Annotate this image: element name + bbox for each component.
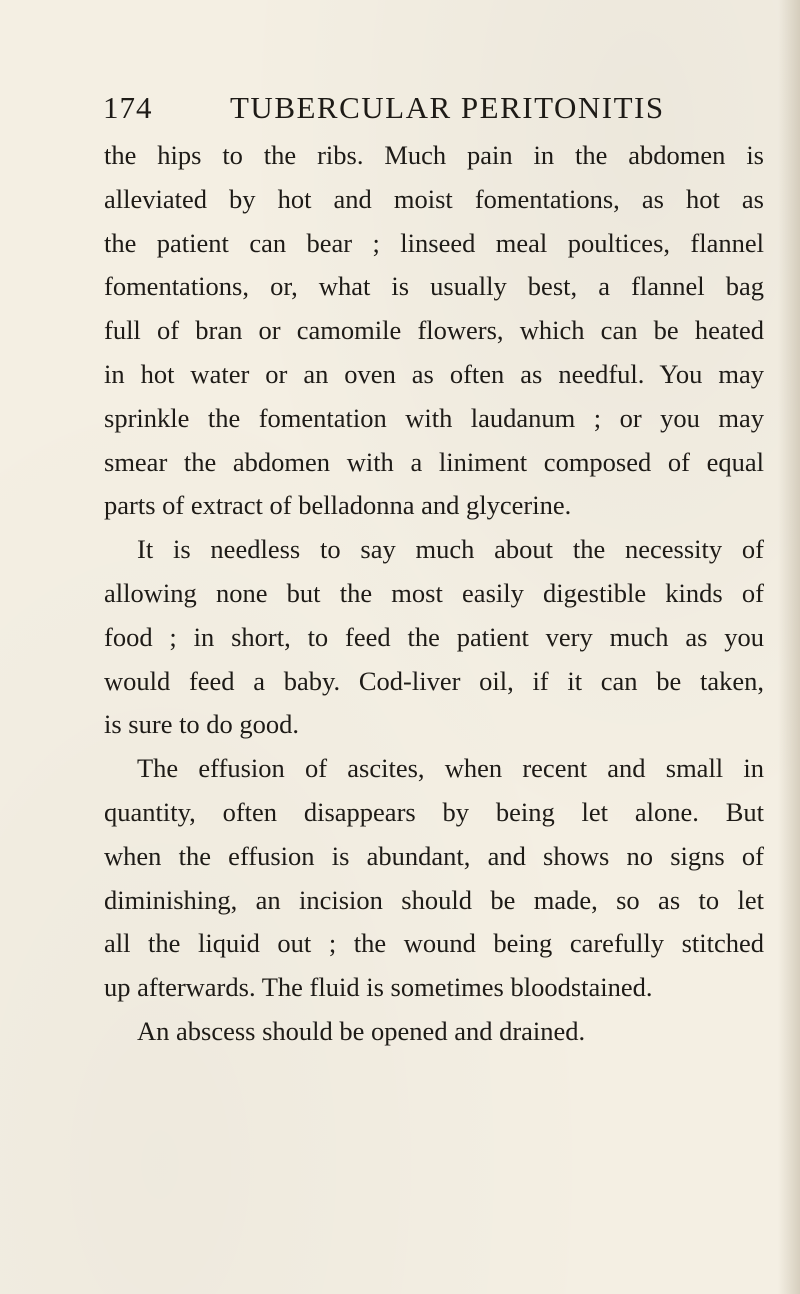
text-line: up afterwards. The fluid is sometimes bloodstained. [104,972,653,1003]
text-line: full of bran or camomile flowers, which can be heated [104,315,764,346]
running-title: TUBERCULAR PERITONITIS [230,90,665,125]
text-line: the patient can bear ; linseed meal poultices, flannel [104,227,764,258]
text-line: It is needless to say much about the necessity of [137,534,764,565]
text-line: quantity, often disappears by being let alone. But [104,796,764,827]
text-line: all the liquid out ; the wound being carefully stitched [104,928,764,959]
text-line: diminishing, an incision should be made, so as to let [104,884,764,915]
running-header [103,88,763,128]
text-line: when the effusion is abundant, and shows no signs of [104,840,764,871]
text-line: would feed a baby. Cod-liver oil, if it can be taken, [104,665,764,696]
text-line: The effusion of ascites, when recent and small in [137,753,764,784]
text-line: parts of extract of belladonna and glycerine. [104,490,572,521]
text-line: food ; in short, to feed the patient very much as you [104,621,764,652]
text-line: An abscess should be opened and drained. [137,1015,586,1046]
text-line: sprinkle the fomentation with laudanum ; or you may [104,402,764,433]
text-line: is sure to do good. [104,709,300,740]
text-line: the hips to the ribs. Much pain in the abdomen is [104,140,764,170]
page-edge-shadow [778,0,800,1294]
text-line: smear the abdomen with a liniment composed of equal [104,446,764,477]
page-number: 174 [103,90,153,125]
text-line: in hot water or an oven as often as needful. You may [104,358,764,389]
body-text [104,134,764,1054]
text-line: allowing none but the most easily digestible kinds of [104,577,764,608]
text-line: alleviated by hot and moist fomentations, as hot as [104,183,764,214]
text-line: fomentations, or, what is usually best, a flannel bag [104,271,764,302]
